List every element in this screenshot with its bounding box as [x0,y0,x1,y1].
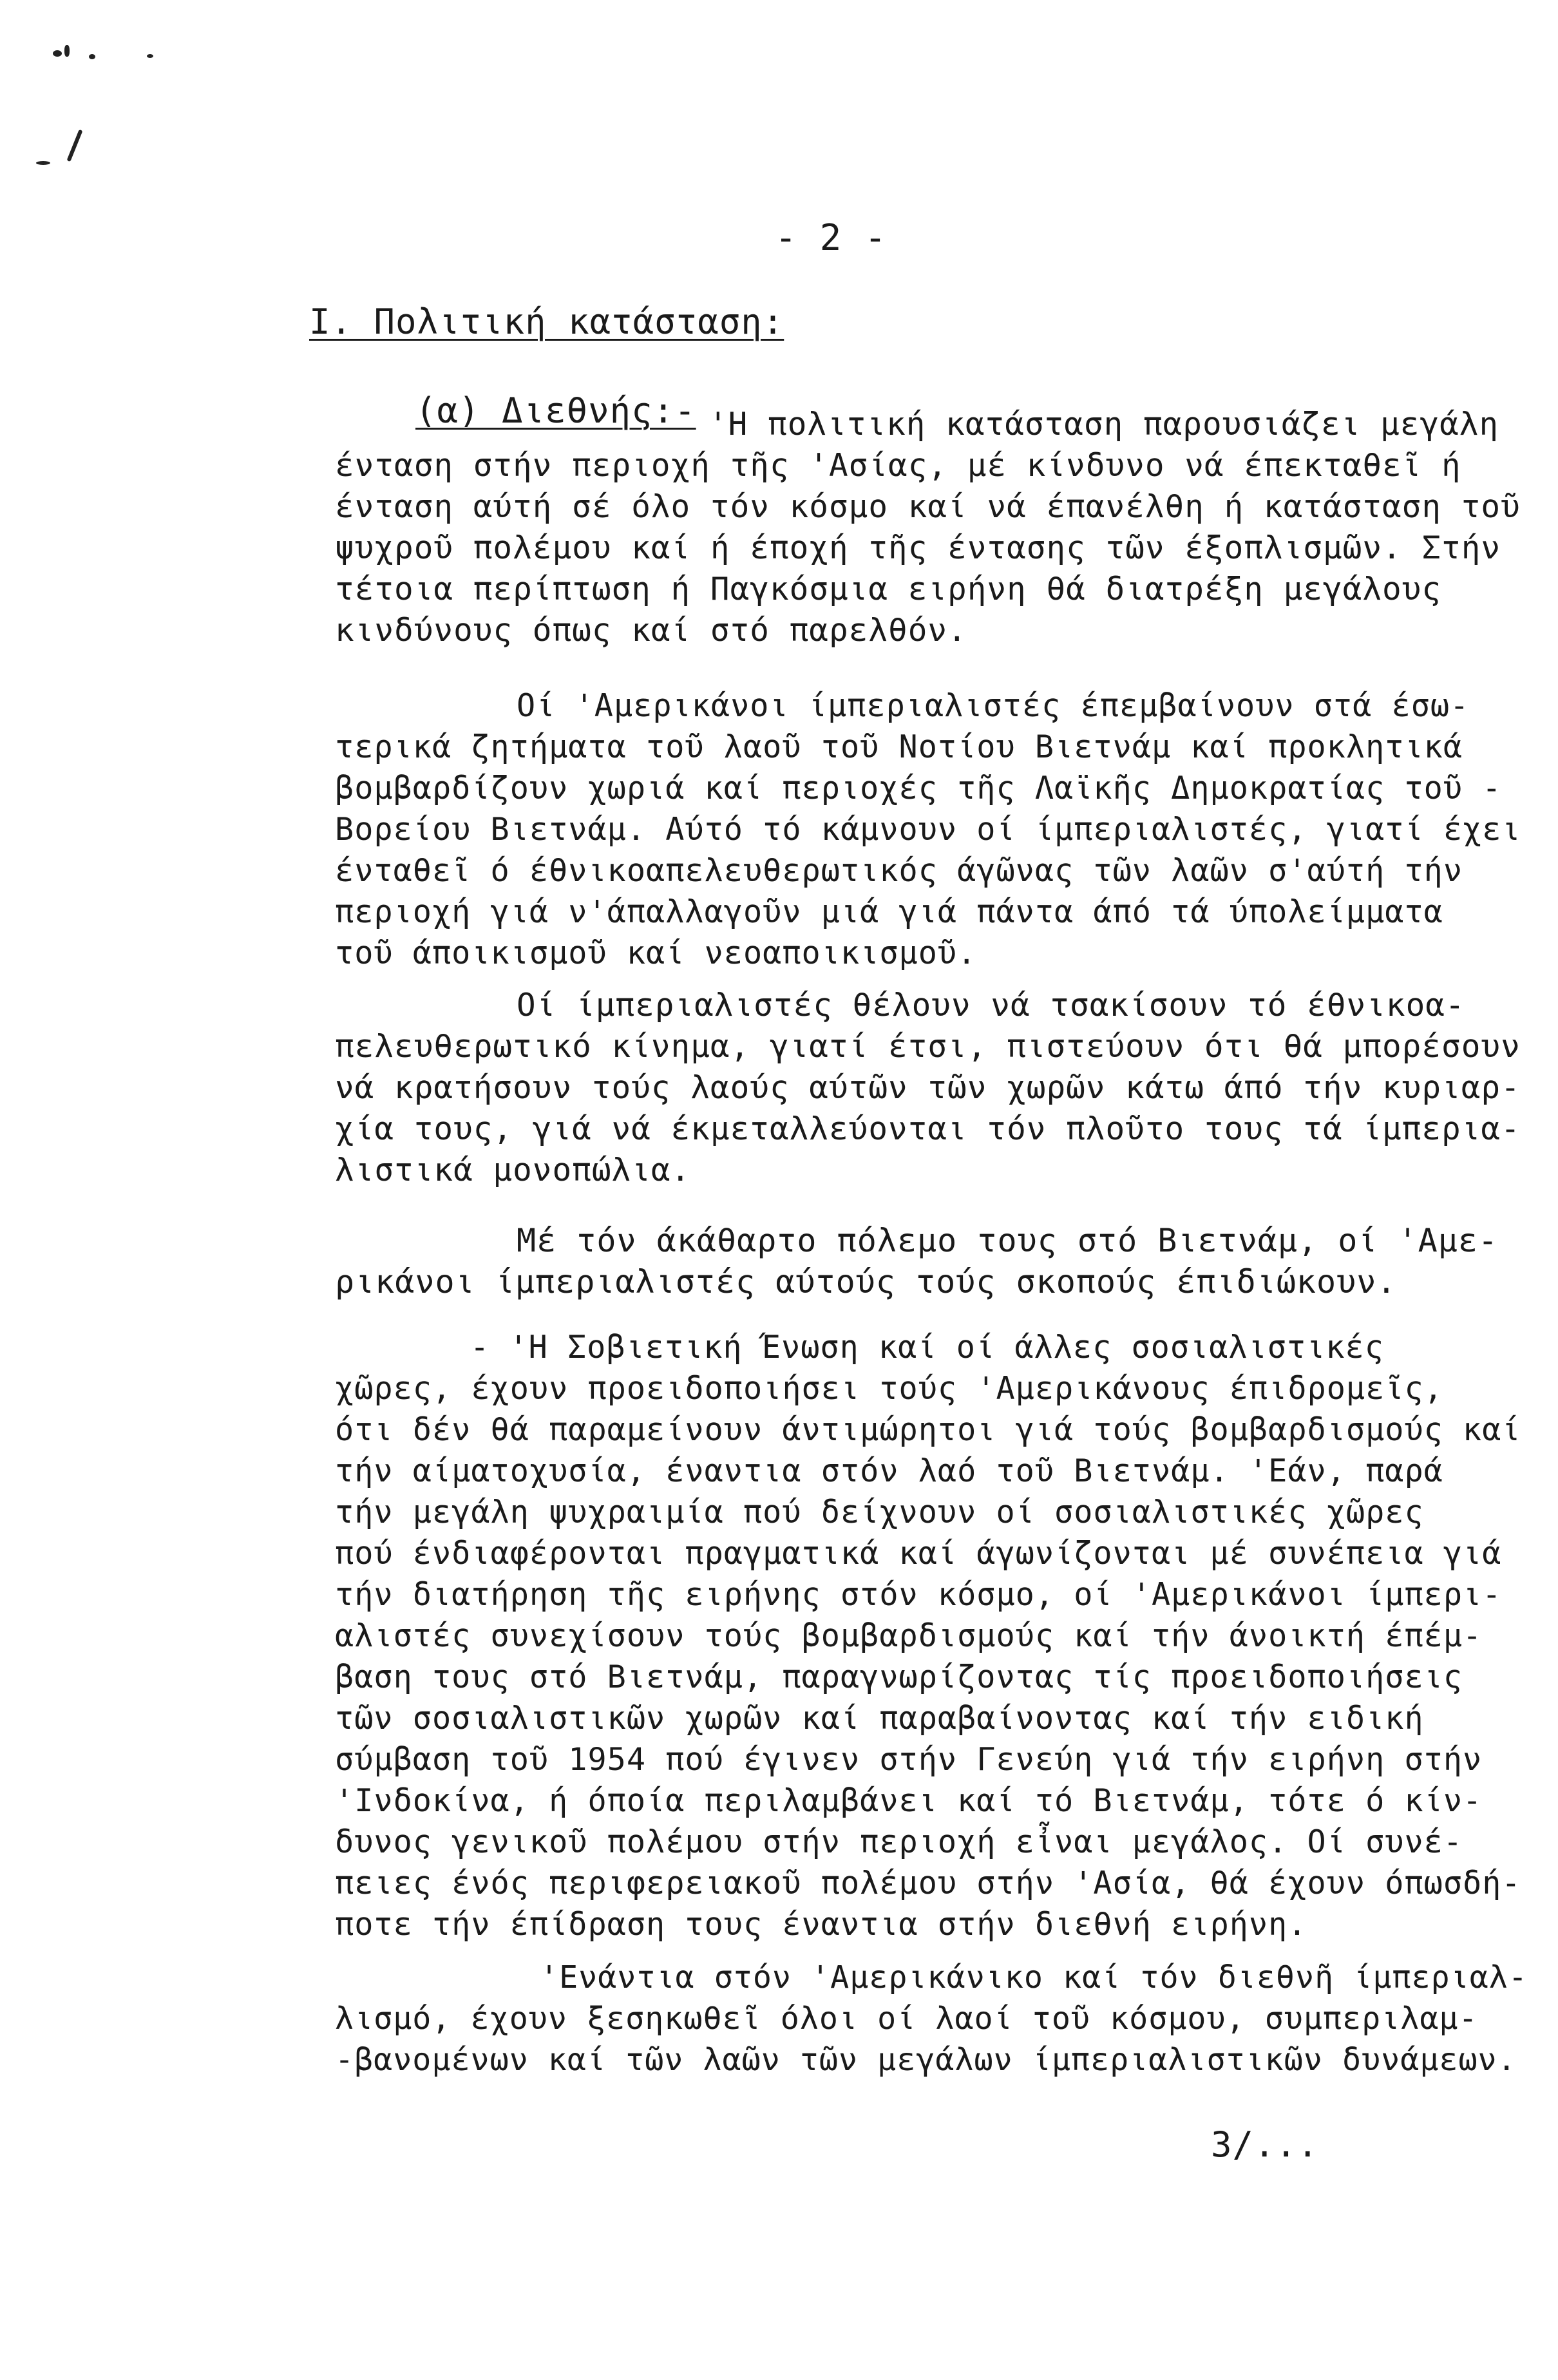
subsection-label: (α) Διεθνής:- [415,390,696,431]
text-line: κινδύνους όπως καί στό παρελθόν. [335,611,967,649]
text-line: 'Ενάντια στόν 'Αμερικάνικο καί τόν διεθνῆ ίμπεριαλ- [540,1959,1528,1995]
page-number: - 2 - [775,217,887,259]
paragraph [335,1327,1521,1945]
text-line: τέτοια περίπτωση ή Παγκόσμια ειρήνη θά διατρέξη μεγάλους [335,570,1442,607]
text-line: χῶρες, έχουν προειδοποιήσει τούς 'Αμερικάνους έπιδρομεῖς, [335,1371,1443,1407]
text-line: Βορείου Βιετνάμ. Αύτό τό κάμνουν οί ίμπεριαλιστές, γιατί έχει [335,812,1521,848]
scan-speck [53,50,62,57]
text-line: ένταθεῖ ό έθνικοαπελευθερωτικός άγῶνας τῶν λαῶν σ'αύτή τήν [335,853,1463,889]
text-line: πελευθερωτικό κίνημα, γιατί έτσι, πιστεύουν ότι θά μπορέσουν [335,1027,1521,1065]
text-line: 'Ινδοκίνα, ή όποία περιλαμβάνει καί τό Βιετνάμ, τότε ό κίν- [335,1783,1483,1819]
text-line: νά κρατήσουν τούς λαούς αύτῶν τῶν χωρῶν κάτω άπό τήν κυριαρ- [335,1069,1521,1106]
text-line: λισμό, έχουν ξεσηκωθεῖ όλοι οί λαοί τοῦ κόσμου, συμπεριλαμ- [335,2001,1478,2037]
text-line: ότι δέν θά παραμείνουν άντιμώρητοι γιά τούς βομβαρδισμούς καί [335,1412,1521,1448]
text-line: ποτε τήν έπίδραση τους έναντια στήν διεθνή ειρήνη. [335,1907,1307,1943]
text-line: πού ένδιαφέρονται πραγματικά καί άγωνίζονται μέ συνέπεια γιά [335,1536,1502,1572]
text-line: τήν μεγάλη ψυχραιμία πού δείχνουν οί σοσιαλιστικές χῶρες [335,1494,1424,1530]
text-line: -βανομένων καί τῶν λαῶν τῶν μεγάλων ίμπεριαλιστικῶν δυνάμεων. [335,2042,1517,2078]
text-line: τήν αίματοχυσία, έναντια στόν λαό τοῦ Βιετνάμ. 'Εάν, παρά [335,1453,1443,1489]
text-line: πειες ένός περιφερειακοῦ πολέμου στήν 'Ασία, θά έχουν όπωσδή- [335,1865,1521,1901]
paragraph [335,984,1521,1190]
text-line: τοῦ άποικισμοῦ καί νεοαποικισμοῦ. [335,935,977,971]
text-line: αλιστές συνεχίσουν τούς βομβαρδισμούς καί τήν άνοικτή έπέμ- [335,1618,1483,1654]
section-heading: I. Πολιτική κατάσταση: [309,301,784,342]
text-line: 'Η πολιτική κατάσταση παρουσιάζει μεγάλη [708,405,1499,443]
text-line: τήν διατήρηση τῆς ειρήνης στόν κόσμο, οί 'Αμερικάνοι ίμπερι- [335,1577,1502,1613]
text-line: ένταση στήν περιοχή τῆς 'Ασίας, μέ κίνδυνο νά έπεκταθεῖ ή [335,446,1461,484]
scan-speck [147,54,153,58]
text-line: λιστικά μονοπώλια. [335,1151,691,1188]
text-line: τῶν σοσιαλιστικῶν χωρῶν καί παραβαίνοντας καί τήν ειδική [335,1700,1424,1737]
text-line: δυνος γενικοῦ πολέμου στήν περιοχή εἶναι μεγάλος. Οί συνέ- [335,1824,1463,1860]
text-line: χία τους, γιά νά έκμεταλλεύονται τόν πλοῦτο τους τά ίμπερια- [335,1110,1521,1147]
paragraph [335,403,1521,651]
text-line: ρικάνοι ίμπεριαλιστές αύτούς τούς σκοπούς έπιδιώκουν. [335,1263,1397,1300]
text-line: Οί 'Αμερικάνοι ίμπεριαλιστές έπεμβαίνουν στά έσω- [517,688,1470,724]
text-line: Οί ίμπεριαλιστές θέλουν νά τσακίσουν τό έθνικοα- [517,986,1465,1023]
text-line: ένταση αύτή σέ όλο τόν κόσμο καί νά έπανέλθη ή κατάσταση τοῦ [335,488,1521,525]
text-line: βομβαρδίζουν χωριά καί περιοχές τῆς Λαϊκῆς Δημοκρατίας τοῦ - [335,770,1502,806]
scan-speck [89,54,95,59]
text-line: ψυχροῦ πολέμου καί ή έποχή τῆς έντασης τῶν έξοπλισμῶν. Στήν [335,529,1501,566]
text-line: Μέ τόν άκάθαρτο πόλεμο τους στό Βιετνάμ, οί 'Αμε- [517,1222,1499,1259]
text-line: σύμβαση τοῦ 1954 πού έγινεν στήν Γενεύη γιά τήν ειρήνη στήν [335,1742,1483,1778]
paragraph [335,1957,1528,2080]
paragraph [335,1220,1498,1302]
scan-speck [64,45,70,57]
text-line: τερικά ζητήματα τοῦ λαοῦ τοῦ Νοτίου Βιετνάμ καί προκλητικά [335,729,1463,765]
continuation-marker: 3/... [1211,2124,1319,2165]
text-line: βαση τους στό Βιετνάμ, παραγνωρίζοντας τίς προειδοποιήσεις [335,1659,1463,1695]
text-line: - 'Η Σοβιετική Ένωση καί οί άλλες σοσιαλιστικές [470,1329,1384,1366]
scan-speck [66,129,82,162]
paragraph [335,685,1521,974]
scan-speck [36,161,50,165]
text-line: περιοχή γιά ν'άπαλλαγοῦν μιά γιά πάντα άπό τά ύπολείμματα [335,894,1443,930]
